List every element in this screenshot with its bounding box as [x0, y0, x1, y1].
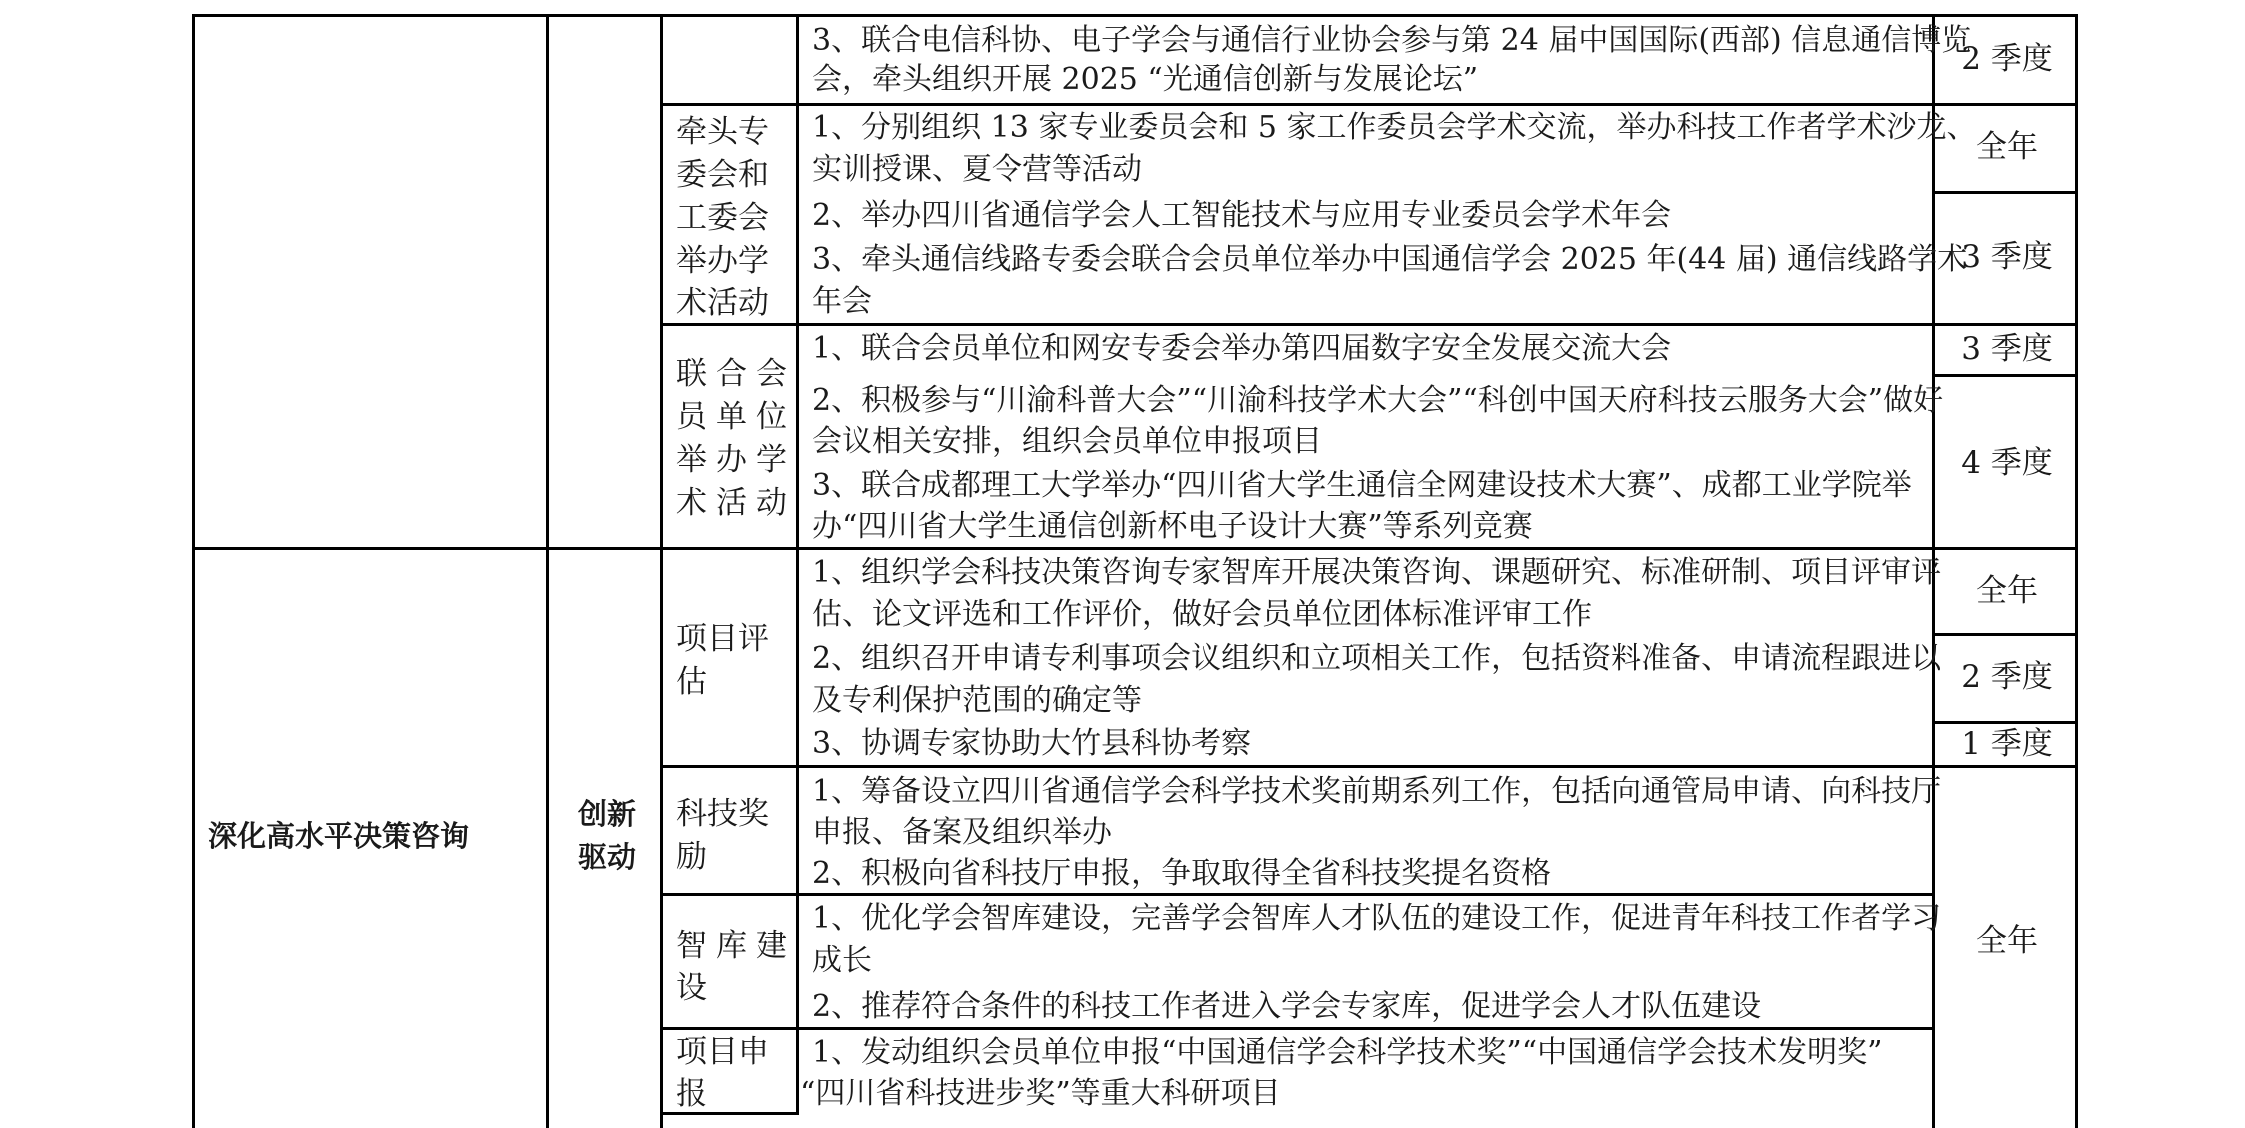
- sub-category-label: 术活动: [676, 285, 769, 321]
- category-label: 深化高水平决策咨询: [208, 819, 470, 853]
- sub-category-label: 联合会: [676, 356, 796, 392]
- row-line-top: [192, 14, 2078, 17]
- task-line: 实训授课、夏令营等活动: [812, 152, 1142, 187]
- sub-category-label: 设: [676, 970, 707, 1006]
- sub-category-label: 估: [676, 664, 707, 700]
- task-line: 估、论文评选和工作评价，做好会员单位团体标准评审工作: [812, 597, 1592, 632]
- schedule-cell: 1 季度: [1961, 726, 2053, 762]
- sub-category-label: 委会和: [676, 157, 769, 193]
- sub-category-label: 员单位: [676, 399, 796, 435]
- task-line: 及专利保护范围的确定等: [812, 683, 1142, 718]
- sub-category-label: 牵头专: [676, 114, 769, 150]
- schedule-cell: 全年: [1976, 129, 2038, 165]
- task-line: 2、推荐符合条件的科技工作者进入学会专家库，促进学会人才队伍建设: [812, 989, 1762, 1024]
- task-line: 会议相关安排，组织会员单位申报项目: [812, 424, 1322, 459]
- row-line: [660, 765, 2078, 768]
- schedule-cell: 2 季度: [1961, 659, 2053, 695]
- task-line: 办“四川省大学生通信创新杯电子设计大赛”等系列竞赛: [812, 509, 1533, 544]
- row-line: [1932, 374, 2078, 377]
- task-line: 1、发动组织会员单位申报“中国通信学会科学技术奖”“中国通信学会技术发明奖”: [812, 1035, 1883, 1070]
- task-line: 1、组织学会科技决策咨询专家智库开展决策咨询、课题研究、标准研制、项目评审评: [812, 555, 1942, 590]
- sub-category-label: 工委会: [676, 200, 769, 236]
- task-line: 3、联合电信科协、电子学会与通信行业协会参与第 24 届中国国际(西部) 信息通信博览: [812, 23, 1972, 58]
- task-line: 申报、备案及组织举办: [812, 815, 1112, 850]
- task-line: 会，牵头组织开展 2025 “光通信创新与发展论坛”: [812, 62, 1479, 97]
- task-line: “四川省科技进步奖”等重大科研项目: [800, 1076, 1281, 1111]
- task-line: 年会: [812, 284, 872, 319]
- task-line: 2、组织召开申请专利事项会议组织和立项相关工作，包括资料准备、申请流程跟进以: [812, 641, 1942, 676]
- col-line-driver: [660, 14, 663, 1128]
- task-line: 1、联合会员单位和网安专委会举办第四届数字安全发展交流大会: [812, 331, 1672, 366]
- schedule-cell: 4 季度: [1961, 445, 2053, 481]
- sub-category-label: 项目申: [676, 1034, 769, 1070]
- task-line: 2、积极参与“川渝科普大会”“川渝科技学术大会”“科创中国天府科技云服务大会”做好: [812, 383, 1944, 418]
- task-line: 3、联合成都理工大学举办“四川省大学生通信全网建设技术大赛”、成都工业学院举: [812, 468, 1912, 503]
- task-line: 3、协调专家协助大竹县科协考察: [812, 726, 1252, 761]
- col-line-sub: [796, 14, 799, 1114]
- row-line: [660, 323, 2078, 326]
- sub-category-label: 项目评: [676, 621, 769, 657]
- sub-category-label: 举办学: [676, 442, 796, 478]
- schedule-cell: 2 季度: [1961, 41, 2053, 77]
- schedule-cell: 3 季度: [1961, 331, 2053, 367]
- schedule-cell: 3 季度: [1961, 239, 2053, 275]
- task-line: 1、筹备设立四川省通信学会科学技术奖前期系列工作，包括向通管局申请、向科技厅: [812, 774, 1942, 809]
- task-line: 2、积极向省科技厅申报，争取取得全省科技奖提名资格: [812, 856, 1552, 891]
- task-line: 成长: [812, 943, 872, 978]
- task-line: 3、牵头通信线路专委会联合会员单位举办中国通信学会 2025 年(44 届) 通信线路学术: [812, 242, 1968, 277]
- task-line: 2、举办四川省通信学会人工智能技术与应用专业委员会学术年会: [812, 198, 1672, 233]
- sub-category-label: 励: [676, 839, 707, 875]
- task-line: 1、优化学会智库建设，完善学会智库人才队伍的建设工作，促进青年科技工作者学习: [812, 901, 1942, 936]
- row-line: [1932, 633, 2078, 636]
- col-line-left: [192, 14, 195, 1128]
- sub-category-label: 智库建: [676, 928, 796, 964]
- sub-category-label: 术活动: [676, 485, 796, 521]
- sub-category-label: 科技奖: [676, 796, 769, 832]
- driver-label: 驱动: [578, 840, 637, 874]
- sub-category-label: 报: [676, 1076, 707, 1112]
- row-line: [1932, 191, 2078, 194]
- task-line: 1、分别组织 13 家专业委员会和 5 家工作委员会学术交流，举办科技工作者学术沙龙、: [812, 110, 1977, 145]
- schedule-cell: 全年: [1976, 573, 2038, 609]
- schedule-cell: 全年: [1976, 923, 2038, 959]
- driver-label: 创新: [578, 797, 637, 831]
- col-line-category: [546, 14, 549, 1128]
- sub-category-label: 举办学: [676, 243, 769, 279]
